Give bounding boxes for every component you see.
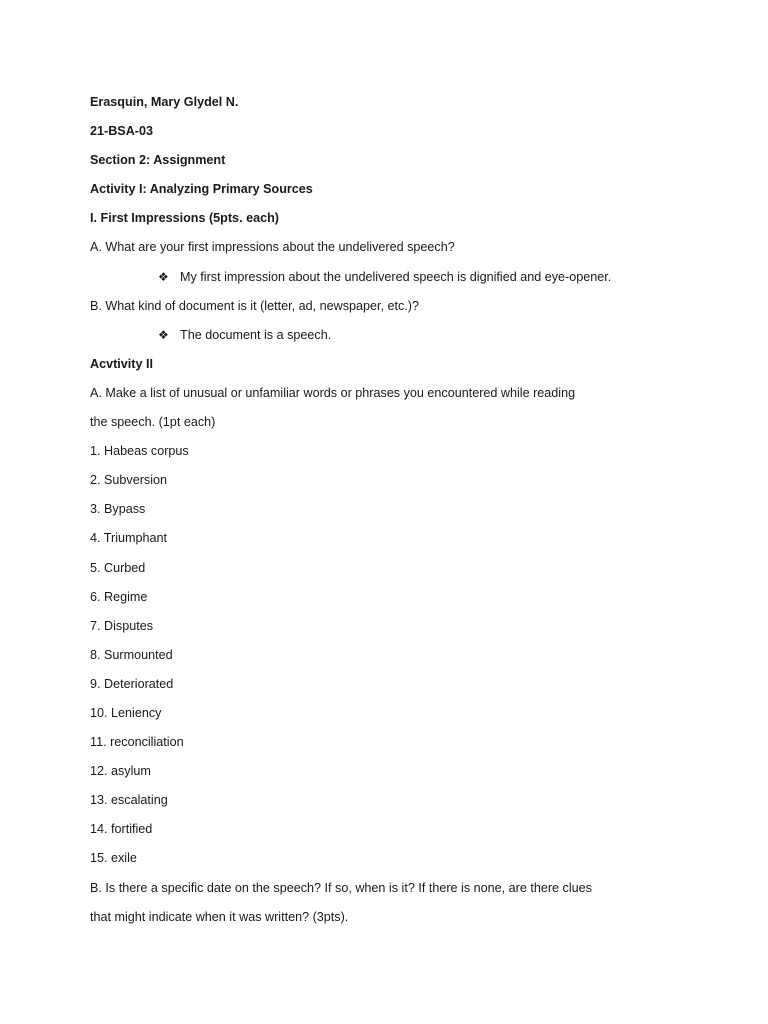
activity-1-title: Activity I: Analyzing Primary Sources [90,182,313,197]
activity-2-prompt-line-2: the speech. (1pt each) [90,415,216,430]
answer-b [90,324,710,353]
student-name: Erasquin, Mary Glydel N. [90,95,239,109]
activity-2-question-b-line-1: B. Is there a specific date on the speech? If so, when is it? If there is none, are there clues [90,880,592,895]
word-list-item: 3. Bypass [90,502,146,517]
word-list-item: 1. Habeas corpus [90,444,189,459]
word-list-item: 13. escalating [90,793,168,808]
word-list-item: 11. reconciliation [90,735,184,750]
word-list-item: 2. Subversion [90,473,168,488]
question-b: B. What kind of document is it (letter, ad, newspaper, etc.)? [90,298,419,313]
answer-b-text: The document is a speech. [180,327,332,342]
answer-a [90,266,710,295]
word-list-item: 14. fortified [90,822,153,837]
student-id: 21-BSA-03 [90,124,153,139]
question-a: A. What are your first impressions about the undelivered speech? [90,240,455,255]
answer-a-text: My first impression about the undelivered speech is dignified and eye-opener. [180,269,612,284]
word-list-item: 8. Surmounted [90,647,173,662]
document-body [90,91,710,935]
diamond-bullet-icon: ❖ [158,327,169,342]
word-list-item: 4. Triumphant [90,531,168,546]
activity-2-title: Acvtivity II [90,356,153,371]
word-list-item: 15. exile [90,851,137,866]
word-list-item: 6. Regime [90,589,148,604]
activity-2-prompt-line-1: A. Make a list of unusual or unfamiliar words or phrases you encountered while reading [90,385,576,400]
word-list-item: 12. asylum [90,764,151,779]
word-list-item: 9. Deteriorated [90,676,174,691]
activity-2-question-b-line-2: that might indicate when it was written? (3pts). [90,909,349,924]
diamond-bullet-icon: ❖ [158,269,169,284]
word-list-item: 7. Disputes [90,618,153,633]
part-1-title: I. First Impressions (5pts. each) [90,211,279,226]
section-title: Section 2: Assignment [90,153,226,168]
word-list-item: 10. Leniency [90,705,162,720]
word-list-item: 5. Curbed [90,560,146,575]
